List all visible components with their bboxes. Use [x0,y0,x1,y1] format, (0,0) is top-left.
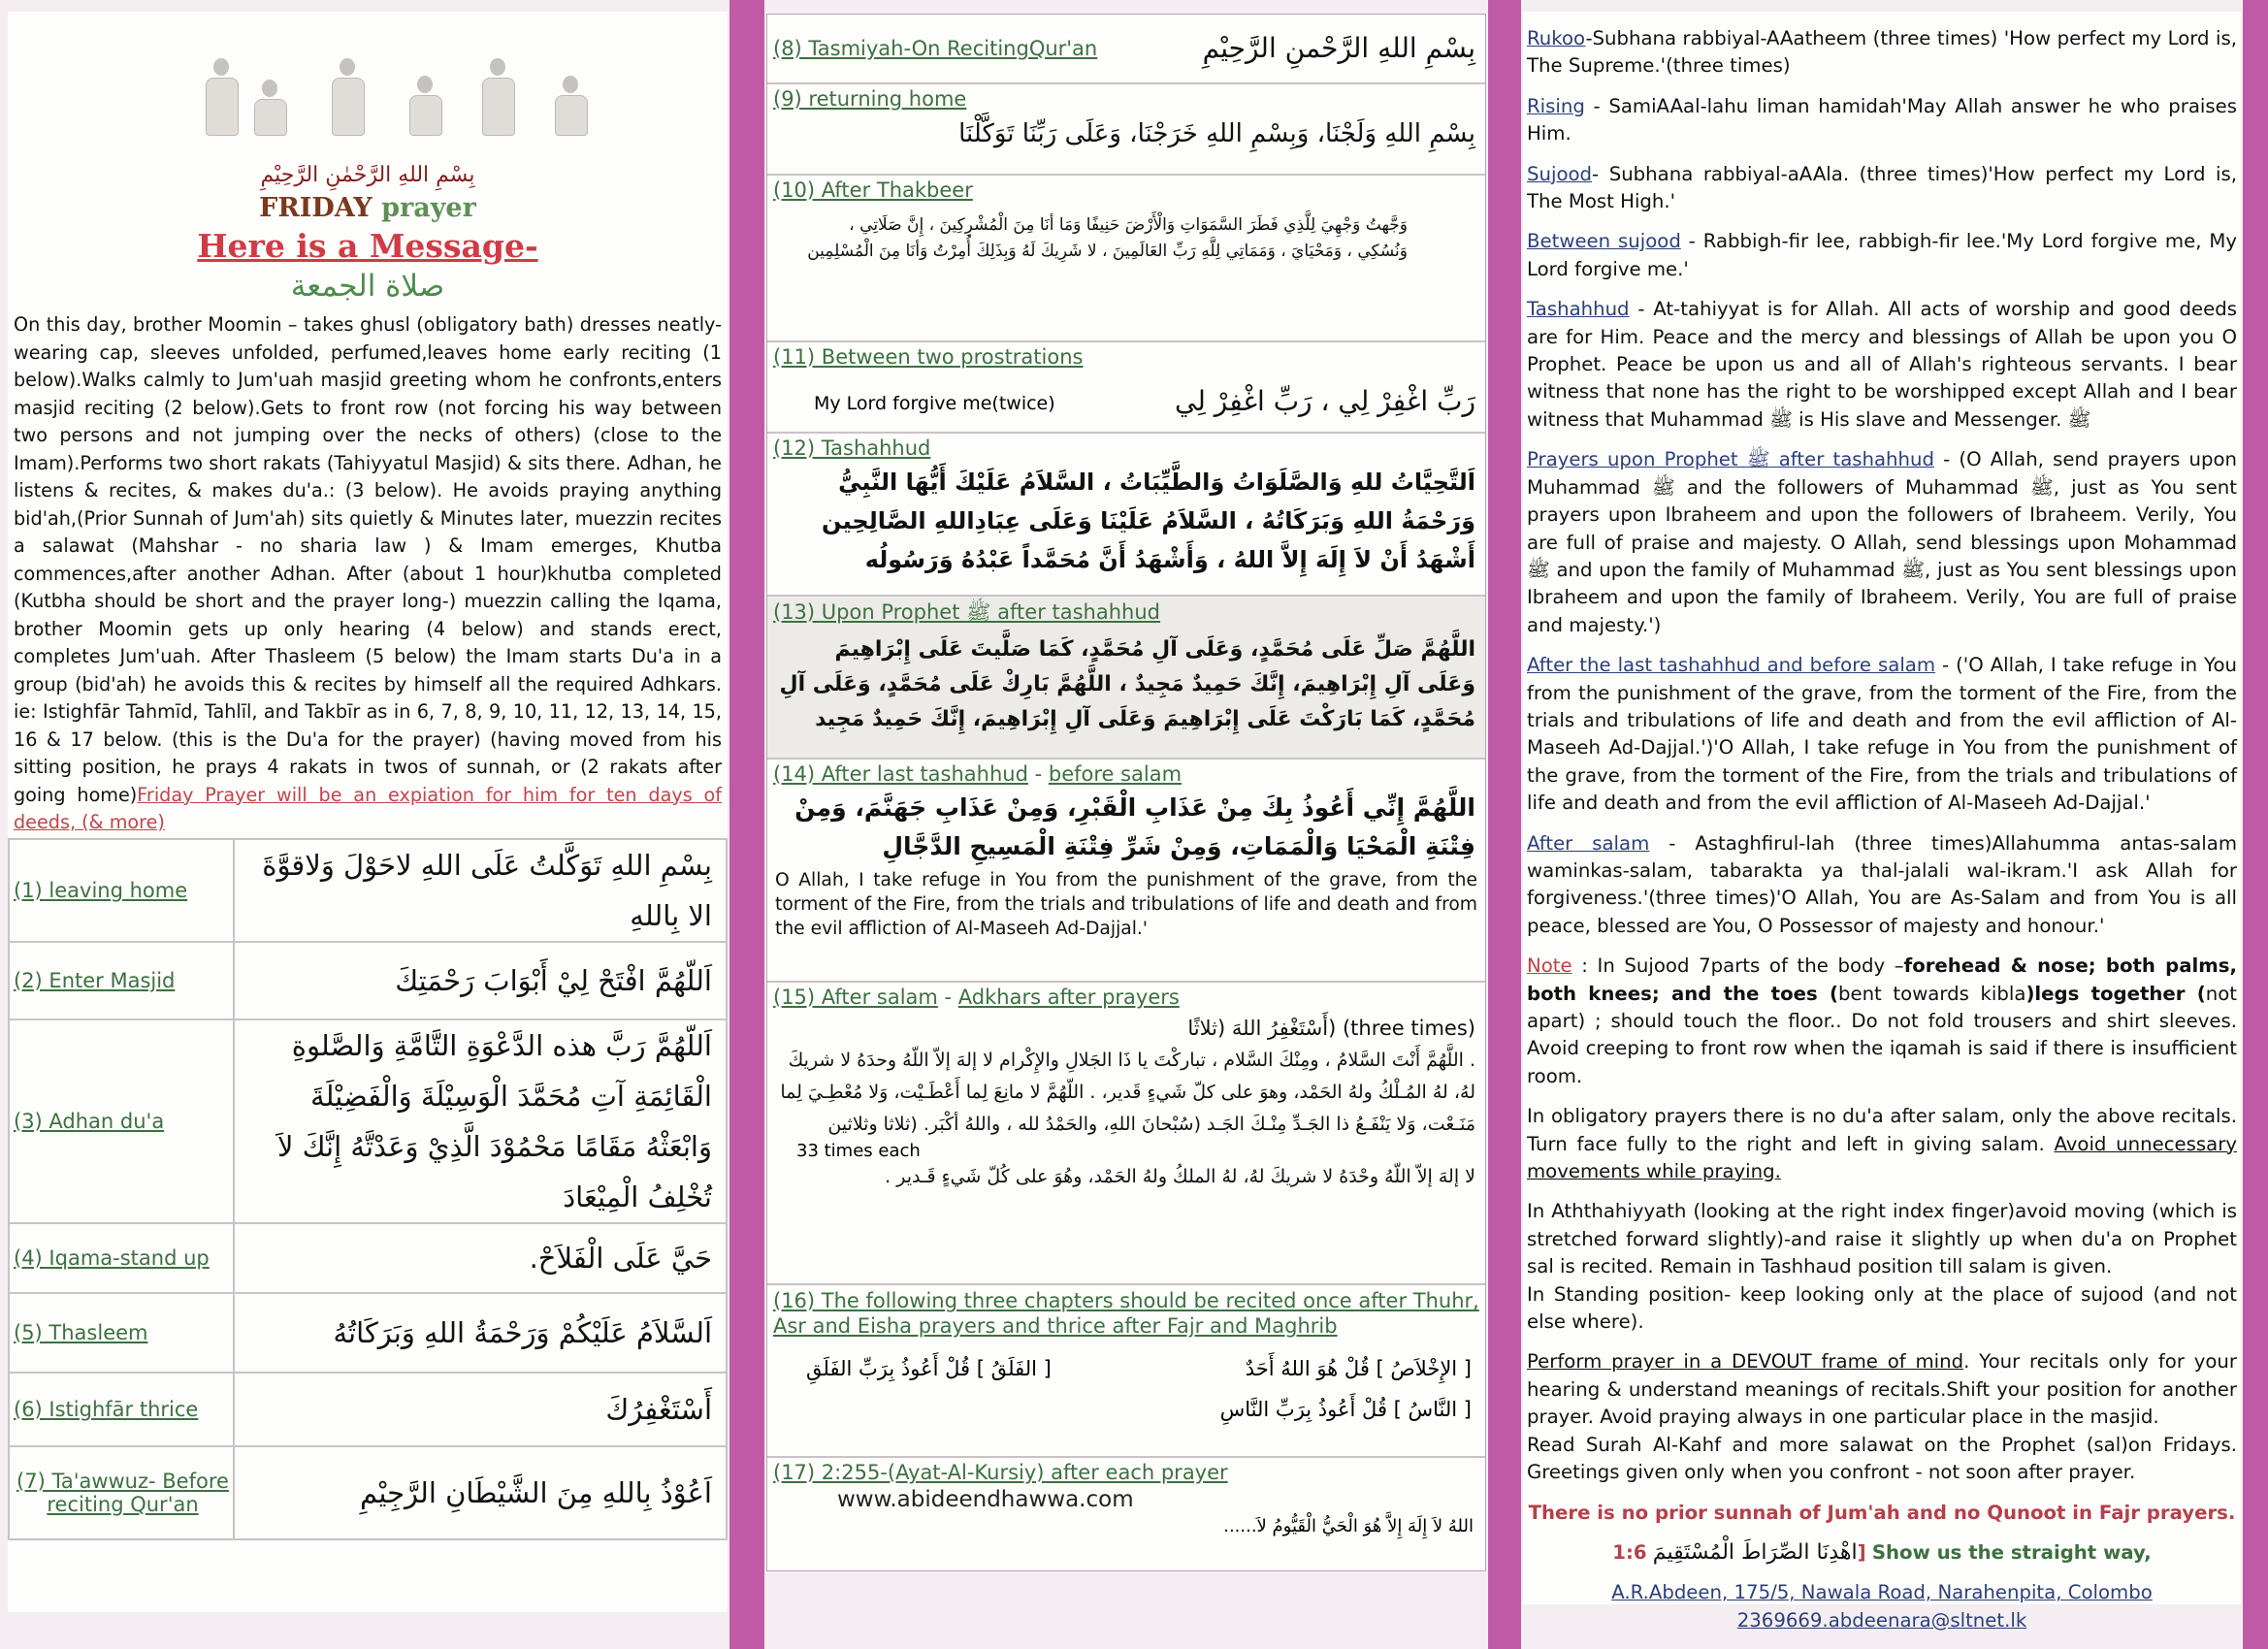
note-paragraph: Note : In Sujood 7parts of the body –forehead & nose; both palms, both knees; and the toes (bent towards kibla)legs together (not apart) ; should touch the floor.. Do not fold trousers and shirt sleeves. Avoid creeping to front row when the iqamah is said if there is insufficient room. [1527,954,2237,1087]
dua-row: (6) Istighfār thrice أَسْتَغْفِرُكَ [9,1373,727,1446]
section-14: (14) After last tashahhud - before salam اللَّهُمَّ إِنِّي أَعُوذُ بِكَ مِنْ عَذَابِ الْقَبْرِ، وَمِنْ عَذَابِ جَهَنَّمَ، وَمِنْ فِتْنَةِ الْمَحْيَا وَالْمَمَاتِ، وَمِنْ شَرِّ فِتْنَةِ الْمَسِيحِ الدَّجَّالِ O Allah, I take refuge in You from the punishment of the grave, from the torment of the Fire, from the trials and tribulations of life and death and from the evil affliction of Al-Maseeh Ad-Dajjal.' [767,760,1485,983]
section-13: (13) Upon Prophet ﷺ after tashahhud اللَّهُمَّ صَلِّ عَلَى مُحَمَّدٍ، وَعَلَى آلِ مُحَمَّدٍ، كَمَا صَلَّيتَ عَلَى إِبْرَاهِيمَ وَعَلَى آلِ إِبْرَاهِيمَ، إِنَّكَ حَمِيدٌ مَجِيدٌ ، اللَّهُمَّ بَارِكْ عَلَى مُحَمَّدٍ، وَعَلَى آلِ مُحَمَّدٍ، كَمَا بَارَكْتَ عَلَى إِبْرَاهِيمَ وَعَلَى آلِ إِبْرَاهِيمَ، إِنَّكَ حَمِيدٌ مَجِيد [767,597,1485,760]
title-friday-prayer: FRIDAY prayer [259,193,476,223]
fold-band-2 [1488,0,1521,1649]
ayah-line: اهْدِنَا الصِّرَاطَ الْمُسْتَقِيمَ 1:6] Show us the straight way, [1612,1539,2152,1565]
prayers-upon-prophet-paragraph: Prayers upon Prophet ﷺ after tashahhud - (O Allah, send prayers upon Muhammad ﷺ and the followers of Muhammad ﷺ, just as You sent prayers upon Ibraheem and upon the followers of Ibraheem. Verily, You are full of praise and majesty. O Allah, send blessings upon Mohammad ﷺ and upon the family of Muhammad ﷺ, just as You sent blessings upon Ibraheem and upon the family of Ibraheem. Verily, You are full of praise and majesty.') [1527,448,2238,636]
fold-band-1 [729,0,764,1649]
obligatory-paragraph: In obligatory prayers there is no du'a after salam, only the above recitals. Turn face fully to the right and left in giving salam. Avoid unnecessary movements while praying. [1527,1105,2237,1183]
praying-figures-illustration [8,12,728,157]
title-message: Here is a Message- [197,227,538,265]
title-arabic: صلاة الجمعة [290,269,445,304]
figure-icon [405,76,444,153]
dua-table [8,838,728,1540]
figure-icon [551,76,590,153]
intro-red-note: Friday Prayer will be an expiation for him for ten days of deeds, (& more) [14,783,722,833]
kahf-paragraph: Read Surah Al-Kahf and more salawat on the Prophet (sal)on Fridays. Greetings given only when you confront - not soon after prayer. [1527,1433,2237,1484]
intro-paragraph: On this day, brother Moomin – takes ghusl (obligatory bath) dresses neatly-wearing cap, sleeves unfolded, perfumed,leaves home early reciting (1 below).Walks calmly to Jum'uah masjid greeting whom he confronts,enters masjid reciting (2 below).Gets to front row (not forcing his way between two persons and not jumping over the necks of others) (close to the Imam).Performs two short rakats (Tahiyyatul Masjid) & sits there. Adhan, he listens & recites, & makes du'a.: (3 below). He avoids praying anything bid'ah,(Prior Sunnah of Jum'ah) sits quietly & Minutes later, muezzin recites a salawat (Mahshar - no sharia law ) & Imam emerges, Khutba commences,after another Adhan. After (about 1 hour)khutba completed (Kutbha should be short and the prayer long-) muezzin calling the Iqama, brother Moomin gets up only hearing (4 below) and stands erect, completes Jum'uah. After Thasleem (5 below) the Imam starts Du'a in a group (bid'ah) he avoids this & recites by himself all the required Adhkars. ie: Istighfār Tahmīd, Tahlīl, and Takbīr as in 6, 7, 8, 9, 10, 11, 12, 13, 14, 15, 16 & 17 below. (this is the Du'a for the prayer) (having moved from his sitting position, he prays 4 rakats in twos of sunnah, or (2 rakats after going home)Friday Prayer will be an expiation for him for ten days of deeds, (& more) [14,313,722,833]
figure-icon [202,58,241,136]
figure-icon [478,58,517,136]
dua-row: (7) Ta'awwuz- Before reciting Qur'an اَعُوْذُ بِاللهِ مِنَ الشَّيْطَانِ الرَّجِيْمِ [9,1446,727,1539]
dua-row: (3) Adhan du'a اَللّهُمَّ رَبَّ هذه الدَّعْوَةِ التَّامَّةِ وَالصَّلوةِ الْقَائِمَةِ آتِ مُحَمَّدَ الْوَسِيْلَةَ وَالْفَضِيْلَةَ وَابْعَثْهُ مَقَامًا مَحْمُوْدَ الَّذِيْ وَعَدْتَّهُ إِنَّكَ لاَ تُخْلِفُ الْمِيْعَادَ [9,1019,727,1223]
no-sunnah-note: There is no prior sunnah of Jum'ah and no Qunoot in Fajr prayers. [1528,1501,2236,1524]
section-9: (9) returning home بِسْمِ اللهِ وَلَجْنَا، وَبِسْمِ اللهِ خَرَجْنَا، وَعَلَى رَبِّنَا تَوَكَّلْنَا [767,84,1485,176]
contact-email[interactable]: 2369669.abdeenara@sltnet.lk [1736,1608,2027,1632]
sujood-paragraph: Sujood- Subhana rabbiyal-aAAla. (three times)'How perfect my Lord is, The Most High.' [1527,162,2237,213]
standing-paragraph: In Standing position- keep looking only at the place of sujood (and not else where). [1527,1282,2237,1334]
website-link[interactable]: www.abideendhawwa.com [837,1487,1134,1512]
devout-paragraph: Perform prayer in a DEVOUT frame of mind. Your recitals only for your hearing & understand meanings of recitals.Shift your position for another prayer. Avoid praying always in one particular place in the masjid. [1527,1350,2237,1429]
figure-icon [328,58,367,136]
section-11: (11) Between two prostrations My Lord forgive me(twice) رَبِّ اغْفِرْ لِي ، رَبِّ اغْفِرْ لِي [767,342,1485,434]
dua-row: (4) Iqama-stand up حَيَّ عَلَى الْفَلاَحْ. [9,1223,727,1293]
right-panel [1523,12,2241,1632]
after-salam-paragraph: After salam - Astaghfirul-lah (three times)Allahumma antas-salam waminkas-salam, tabarakta ya thal-jalali wal-ikram.'I ask Allah for forgiveness.'(three times)'O Allah, You are As-Salam and from You is all peace, blessed are You, O Possessor of majesty and honour.' [1527,831,2237,937]
bismillah-calligraphy: بِسْمِ اللهِ الرَّحْمٰنِ الرَّحِيْمِ [260,163,475,187]
rukoo-paragraph: Rukoo-Subhana rabbiyal-AAatheem (three times) 'How perfect my Lord is, The Supreme.'(three times) [1527,27,2237,78]
dua-row: (1) leaving home بِسْمِ اللهِ تَوَكَّلتُ عَلَى اللهِ لاحَوْلَ وَلاقوَّةَ الا بِاللهِ [9,839,727,942]
tashahhud-paragraph: Tashahhud - At-tahiyyat is for Allah. All acts of worship and good deeds are for Him. Peace and the mercy and blessings of Allah be upon you O Prophet. Peace be upon us and all of Allah's righteous servants. I bear witness that none has the right to be worshipped except Allah and I bear witness that Muhammad ﷺ is His slave and Messenger. ﷺ [1527,298,2237,431]
last-tashahhud-paragraph: After the last tashahhud and before salam - ('O Allah, I take refuge in You from the punishment of the grave, from the torment of the Fire, from the trials and tribulations of life and death and from the evil affliction of Al-Maseeh Ad-Dajjal.')'O Allah, I take refuge in You from the punishment of the grave, from the torment of the Fire, from the trials and tribulations of life and death and from the evil affliction of Al-Maseeh Ad-Dajjal.' [1527,654,2237,815]
section-16: (16) The following three chapters should be recited once after Thuhr, Asr and Eisha prayers and thrice after Fajr and Maghrib [ الإِخْلاَصُ ] قُلْ هُوَ اللهُ أَحَدٌ [ الفَلَقُ ] قُلْ أَعُوذُ بِرَبِّ الفَلَقِ [ النَّاسُ ] قُلْ أَعُوذُ بِرَبِّ النَّاسِ [767,1285,1485,1458]
fold-band-3 [2243,0,2268,1649]
address-line: A.R.Abdeen, 175/5, Nawala Road, Narahenpita, Colombo [1611,1581,2153,1604]
figure-icon [250,80,289,157]
section-15: (15) After salam - Adkhars after prayers (three times) (أَسْتَغْفِرُ اللهَ (ثلاثًا . اللَّهُمَّ أَنْتَ السَّلامُ ، ومِنْكَ السَّلام ، تباركْتَ يا ذَا الجَلالِ والإِكْرام لا إلهَ إلاّ اللّهُ وحدَهُ لا شريكَ لهُ، لهُ المُـلْكُ ولهُ الحَمْد، وهوَ على كلّ شَيءٍ قَدير، . اللّهُمَّ لا مانِعَ لِما أَعْطَـيْت، وَلا مُعْطِـيَ لِما مَنَـعْت، وَلا يَنْفَـعُ ذا الجَـدِّ مِنْـكَ الجَـد (سُبْحانَ اللهِ، والحَمْدُ لله ، واللهُ أكْبَر. (ثلاثا وثلاثين 33 times each لا إلهَ إلاّ اللّهُ وحْدَهُ لا شريكَ لهُ، لهُ الملكُ ولهُ الحَمْد، وهُوَ على كُلّ شَيءٍ قَـدير . [767,983,1485,1285]
aththahiyyath-paragraph: In Aththahiyyath (looking at the right index finger)avoid moving (which is stretched forward slightly)-and raise it slightly up when du'a on Prophet sal is recited. Remain in Tashhaud position till salam is given. [1527,1200,2237,1278]
between-sujood-paragraph: Between sujood - Rabbigh-fir lee, rabbigh-fir lee.'My Lord forgive me, My Lord forgive me.' [1527,230,2237,280]
left-panel [8,12,728,1612]
dua-row: (5) Thasleem اَلسَّلاَمُ عَلَيْكُمْ وَرَحْمَةُ اللهِ وَبَرَكَاتُهُ [9,1293,727,1373]
section-10: (10) After Thakbeer وَجَّهتُ وَجْهِيَ لِلَّذِي فَطَرَ السَّمَوَاتِ وَالْأَرْضَ حَنِيفًا وَمَا أنَا مِنَ الْمُشْرِكِينَ ، إِنَّ صَلَاتِي ، وَنُسُكِي ، وَمَحْيَايَ ، وَمَمَاتِي لِلَّهِ رَبِّ العَالَمِينَ ، لا شَرِيكَ لَهُ وَبِذَلِكَ أُمِرْتُ وَأنَا مِنَ الْمُسْلِمِين [767,176,1485,342]
dua-row: (2) Enter Masjid اَللّهُمَّ افْتَحْ لِيْ أَبْوَابَ رَحْمَتِكَ [9,942,727,1019]
section-8: (8) Tasmiyah-On RecitingQur'an بِسْمِ اللهِ الرَّحْمنِ الرَّحِيْمِ [767,15,1485,84]
section-17: (17) 2:255-(Ayat-Al-Kursiy) after each prayer www.abideendhawwa.com اللهُ لاَ إِلَهَ إِلاَّ هُوَ الْحَيُّ الْقَيُّومُ لاَ...... [773,1461,1474,1536]
rising-paragraph: Rising - SamiAAal-lahu liman hamidah'May Allah answer he who praises Him. [1527,94,2237,146]
section-12: (12) Tashahhud اَلتَّحِيَّاتُ للهِ وَالصَّلَوَاتُ وَالطَّيِّبَاتُ ، السَّلاَمُ عَلَيْكَ أَيُّهَا النَّبِيُّ وَرَحْمَةُ اللهِ وَبَرَكَاتُهُ ، السَّلاَمُ عَلَيْنَا وَعَلَى عِبَادِاللهِ الصَّالِحِين أَشْهَدُ أَنْ لاَ إِلَهَ إِلاَّ اللهُ ، وَأَشْهَدُ أَنَّ مُحَمَّداً عَبْدُهُ وَرَسُولُه [767,434,1485,597]
middle-panel [766,14,1486,1571]
